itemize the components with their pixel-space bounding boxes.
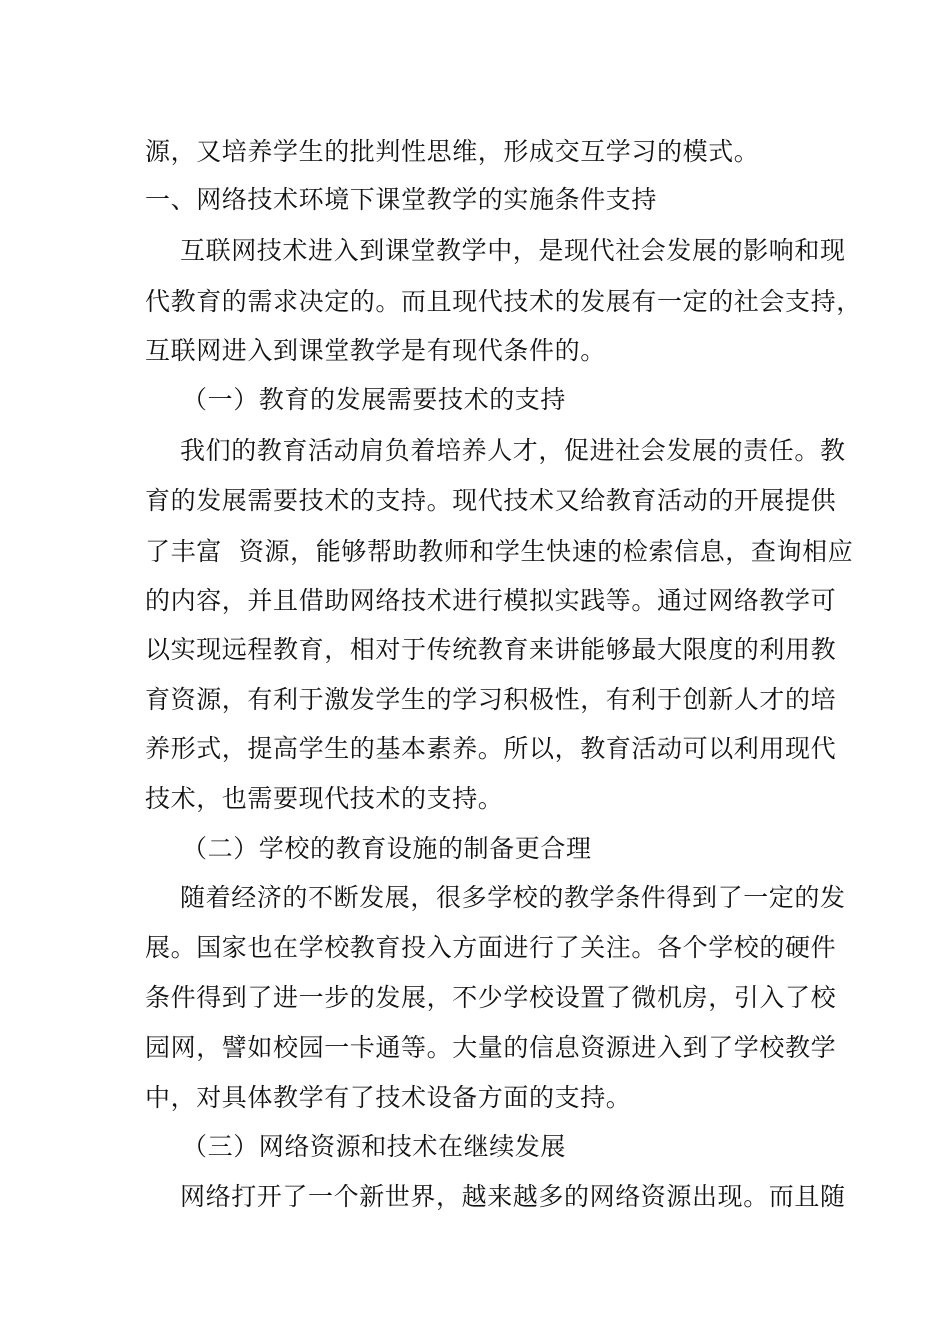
paragraph-line: 代教育的需求决定的。而且现代技术的发展有一定的社会支持， — [145, 287, 862, 316]
paragraph-line: 展。国家也在学校教育投入方面进行了关注。各个学校的硬件 — [145, 933, 837, 962]
subsection-heading: （三）网络资源和技术在继续发展 — [182, 1132, 567, 1161]
subsection-heading: （二）学校的教育设施的制备更合理 — [182, 834, 592, 863]
paragraph-line: 技术，也需要现代技术的支持。 — [145, 784, 504, 813]
paragraph-line: 了丰富 资源，能够帮助教师和学生快速的检索信息，查询相应 — [145, 537, 854, 566]
paragraph-line: 育资源，有利于激发学生的学习积极性，有利于创新人才的培 — [145, 685, 837, 714]
subsection-heading: （一）教育的发展需要技术的支持 — [182, 385, 567, 414]
paragraph-line: 育的发展需要技术的支持。现代技术又给教育活动的开展提供 — [145, 486, 837, 515]
paragraph-line: 网络打开了一个新世界，越来越多的网络资源出现。而且随 — [180, 1182, 846, 1211]
paragraph-line: 源，又培养学生的批判性思维，形成交互学习的模式。 — [145, 137, 760, 166]
paragraph-line: 的内容，并且借助网络技术进行模拟实践等。通过网络教学可 — [145, 586, 837, 615]
paragraph-line: 条件得到了进一步的发展，不少学校设置了微机房，引入了校 — [145, 983, 837, 1012]
section-heading: 一、网络技术环境下课堂教学的实施条件支持 — [145, 185, 658, 214]
paragraph-line: 以实现远程教育，相对于传统教育来讲能够最大限度的利用教 — [145, 635, 837, 664]
paragraph-line: 中，对具体教学有了技术设备方面的支持。 — [145, 1083, 632, 1112]
paragraph-line: 随着经济的不断发展，很多学校的教学条件得到了一定的发 — [180, 883, 846, 912]
paragraph-line: 互联网进入到课堂教学是有现代条件的。 — [145, 336, 606, 365]
paragraph-line: 养形式，提高学生的基本素养。所以，教育活动可以利用现代 — [145, 734, 837, 763]
paragraph-line: 园网，譬如校园一卡通等。大量的信息资源进入到了学校教学 — [145, 1033, 837, 1062]
paragraph-line: 互联网技术进入到课堂教学中，是现代社会发展的影响和现 — [180, 236, 846, 265]
paragraph-line: 我们的教育活动肩负着培养人才，促进社会发展的责任。教 — [180, 436, 846, 465]
